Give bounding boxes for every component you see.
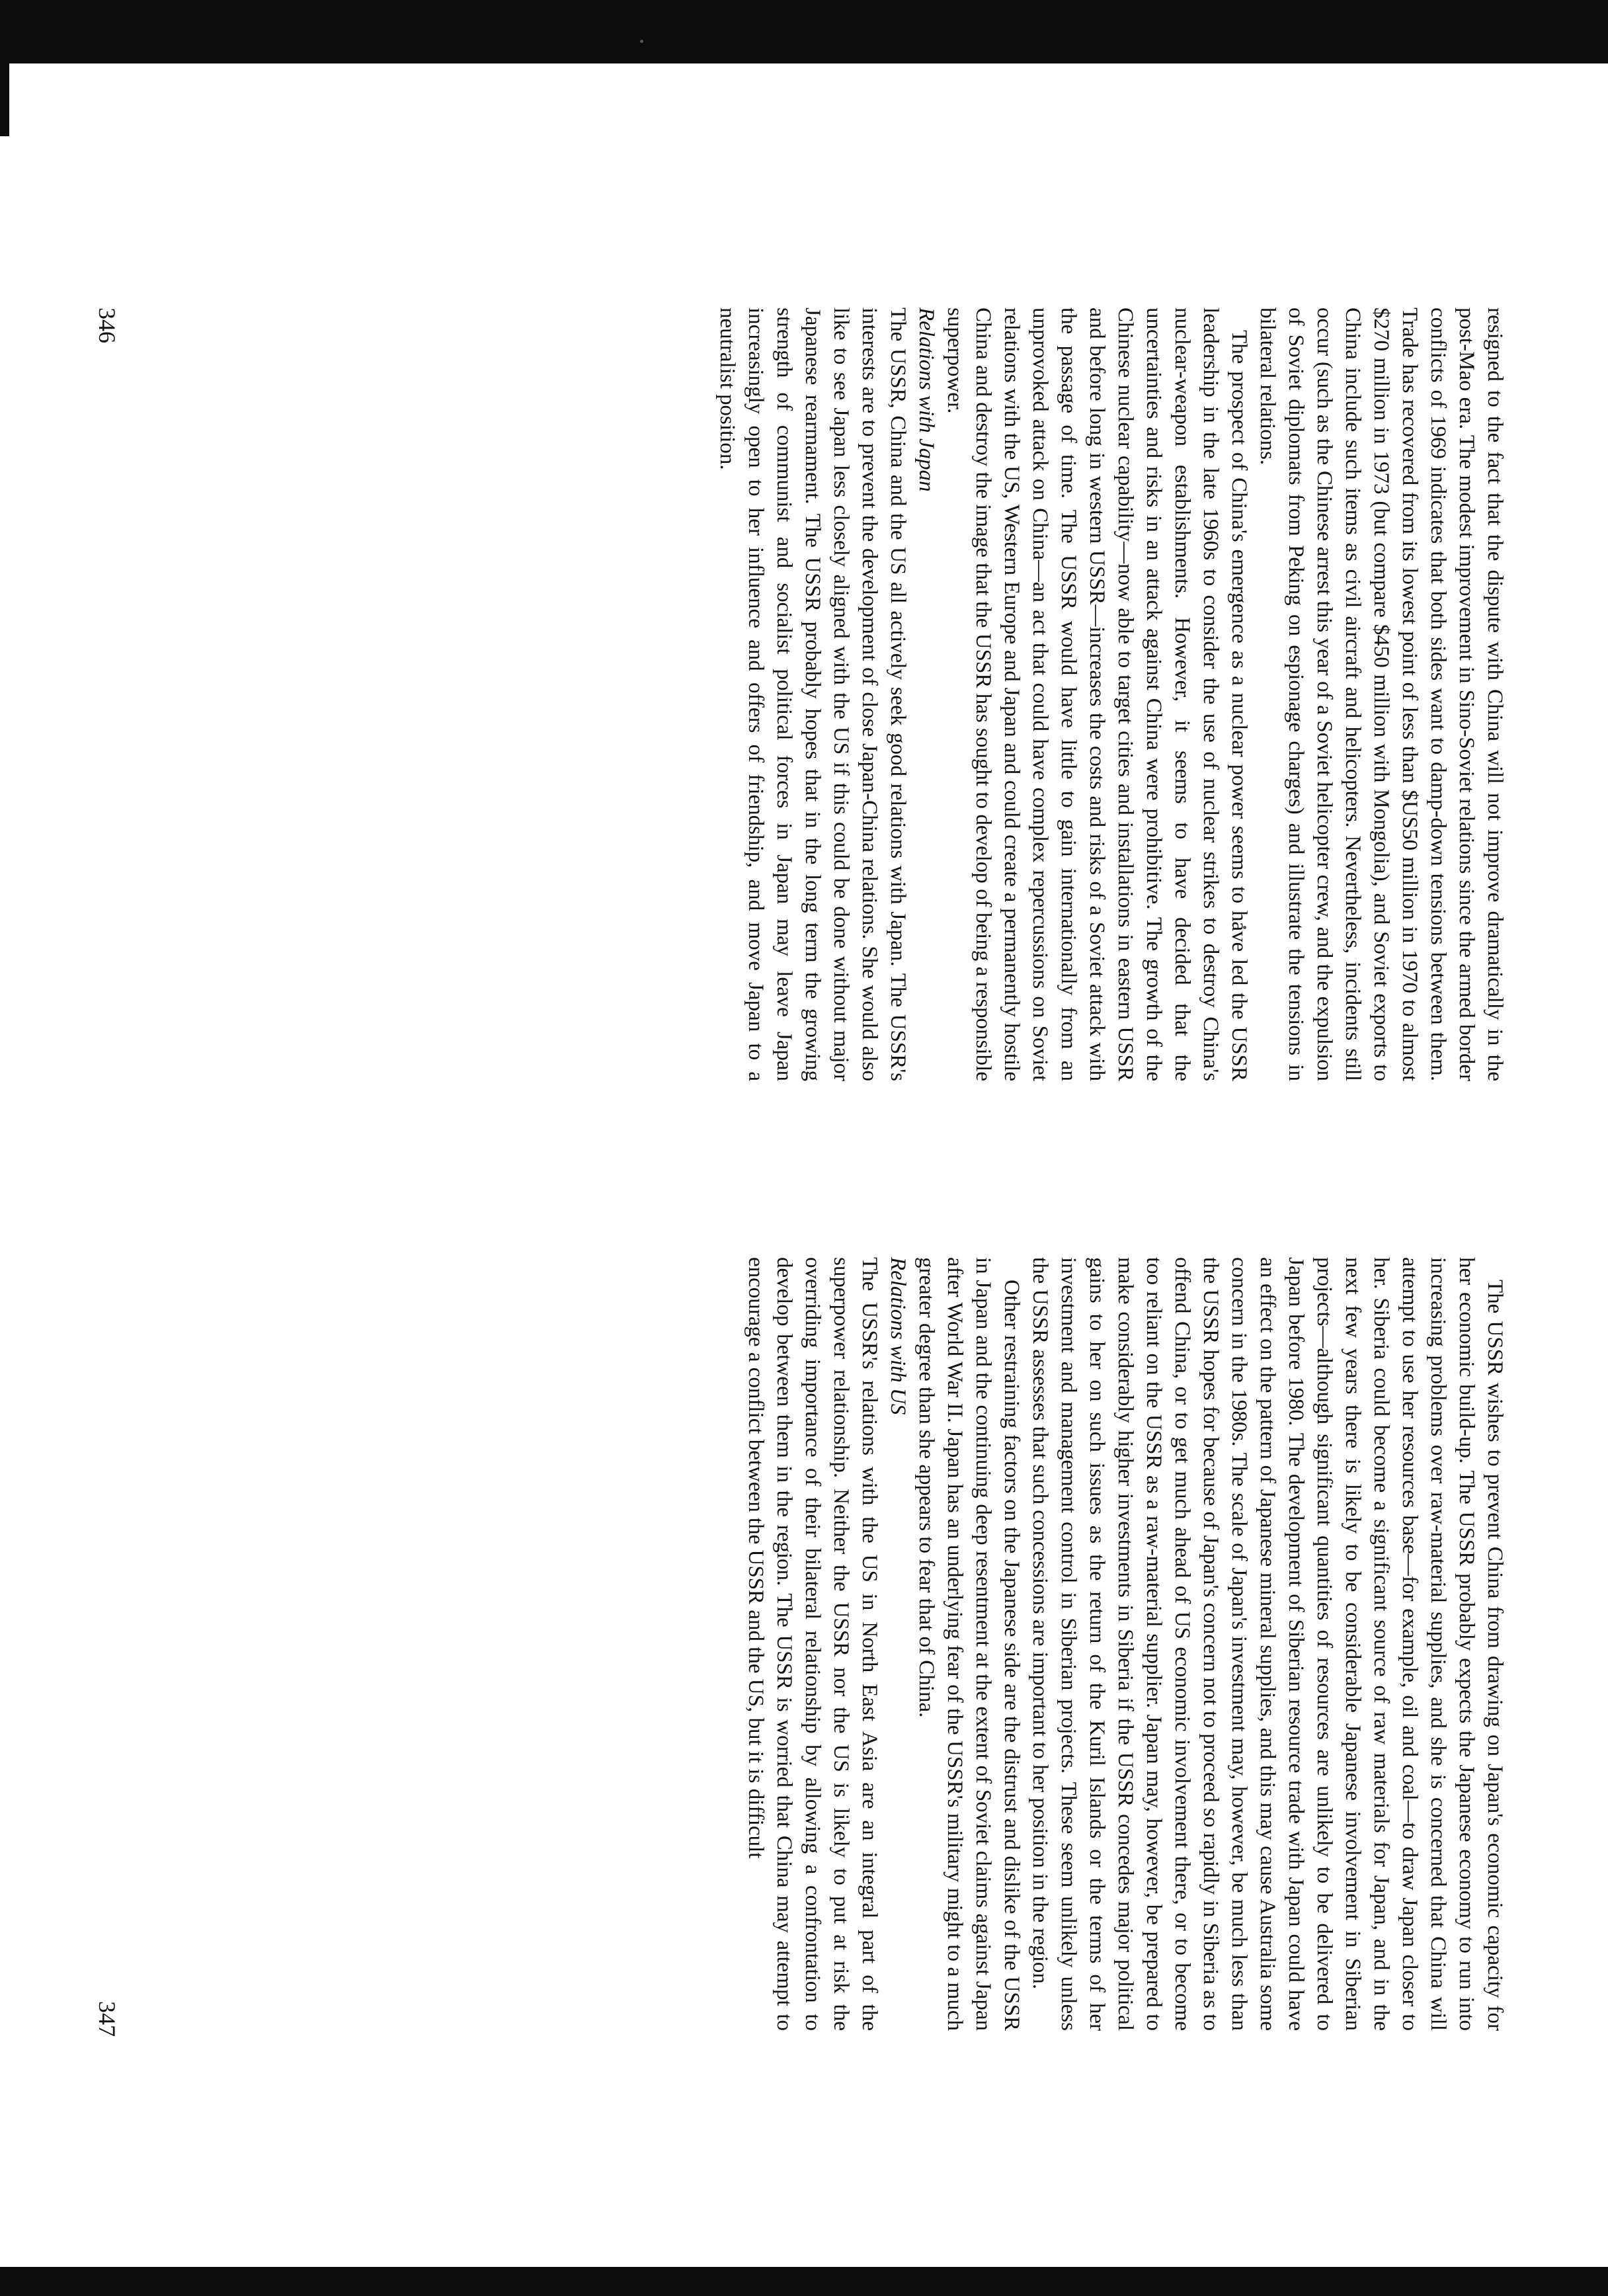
left-page-text	[713, 308, 1509, 1081]
right-page	[0, 1148, 1608, 2296]
page-number: 346	[94, 308, 120, 343]
section-heading: Relations with US	[886, 1257, 910, 1415]
section-heading: Relations with Japan	[914, 308, 938, 492]
paragraph: Other restraining factors on the Japanese side are the distrust and dislike of the USSR in Japan and the continuing deep resentment at the extent of Soviet claims against Japan after World War II. Japan has an underlying fear of the USSR's military might to a much greater degree than she appears to fear that of China.	[914, 1257, 1024, 2031]
paragraph: The USSR's relations with the US in North East Asia are an integral part of the superpower relationship. Neither the USSR nor the US is likely to put at risk the overriding importance of their bilateral relationship by allowing a confrontation to develop between them in the region. The USSR is worried that China may attempt to encourage a conflict between the USSR and the US, but it is difficult	[744, 1257, 881, 2031]
paragraph: The prospect of China's emergence as a nuclear power seems to have led the USSR leadership in the late 1960s to consider the use of nuclear strikes to destroy China's nuclear-weapon establishments. However, it seems to have decided that the uncertainties and risks in an attack against China were prohibitive. The growth of the Chinese nuclear capability—now able to target cities and installations in eastern USSR and before long in western USSR—increases the costs and risks of a Soviet attack with the passage of time. The USSR would have little to gain internationally from an unprovoked attack on China—an act that could have complex repercussions on Soviet relations with the US, Western Europe and Japan and could create a permanently hostile China and destroy the image that the USSR has sought to develop of being a responsible superpower.	[943, 308, 1251, 1081]
paragraph: resigned to the fact that the dispute with China will not improve dramatically in the post-Mao era. The modest improvement in Sino-Soviet relations since the armed border conflicts of 1969 indicates that both sides want to damp-down tensions between them. Trade has recovered from its lowest point of less than $US50 million in 1970 to almost $270 million in 1973 (but compare $450 million with Mongolia), and Soviet exports to China include such items as civil aircraft and helicopters. Nevertheless, incidents still occur (such as the Chinese arrest this year of a Soviet helicopter crew, and the expulsion of Soviet diplomats from Peking on espionage charges) and illustrate the tensions in bilateral relations.	[1256, 308, 1507, 1081]
paragraph: The USSR, China and the US all actively seek good relations with Japan. The USSR's interests are to prevent the development of close Japan-China relations. She would also like to see Japan less closely aligned with the US if this could be done without major Japanese rearmament. The USSR probably hopes that in the long term the growing strength of communist and socialist political forces in Japan may leave Japan increasingly open to her influence and offers of friendship, and move Japan to a neutralist position.	[715, 308, 910, 1081]
paragraph: The USSR wishes to prevent China from drawing on Japan's economic capacity for her economic build-up. The USSR probably expects the Japanese economy to run into increasing problems over raw-material supplies, and she is concerned that China will attempt to use her resources base—for example, oil and coal—to draw Japan closer to her. Siberia could become a significant source of raw materials for Japan, and in the next few years there is likely to be considerable Japanese involvement in Siberian projects—although significant quantities of resources are unlikely to be delivered to Japan before 1980. The development of Siberian resource trade with Japan could have an effect on the pattern of Japanese mineral supplies, and this may cause Australia some concern in the 1980s. The scale of Japan's investment may, however, be much less than the USSR hopes for because of Japan's concern not to proceed so rapidly in Siberia as to offend China, or to get much ahead of US economic involvement there, or to become too reliant on the USSR as a raw-material supplier. Japan may, however, be prepared to make considerably higher investments in Siberia if the USSR concedes major political gains to her on such issues as the return of the Kuril Islands or the terms of her investment and management control in Siberian projects. These seem unlikely unless the USSR assesses that such concessions are important to her position in the region.	[1028, 1257, 1507, 2031]
right-page-text	[741, 1257, 1509, 2031]
page-number: 347	[94, 2001, 120, 2037]
